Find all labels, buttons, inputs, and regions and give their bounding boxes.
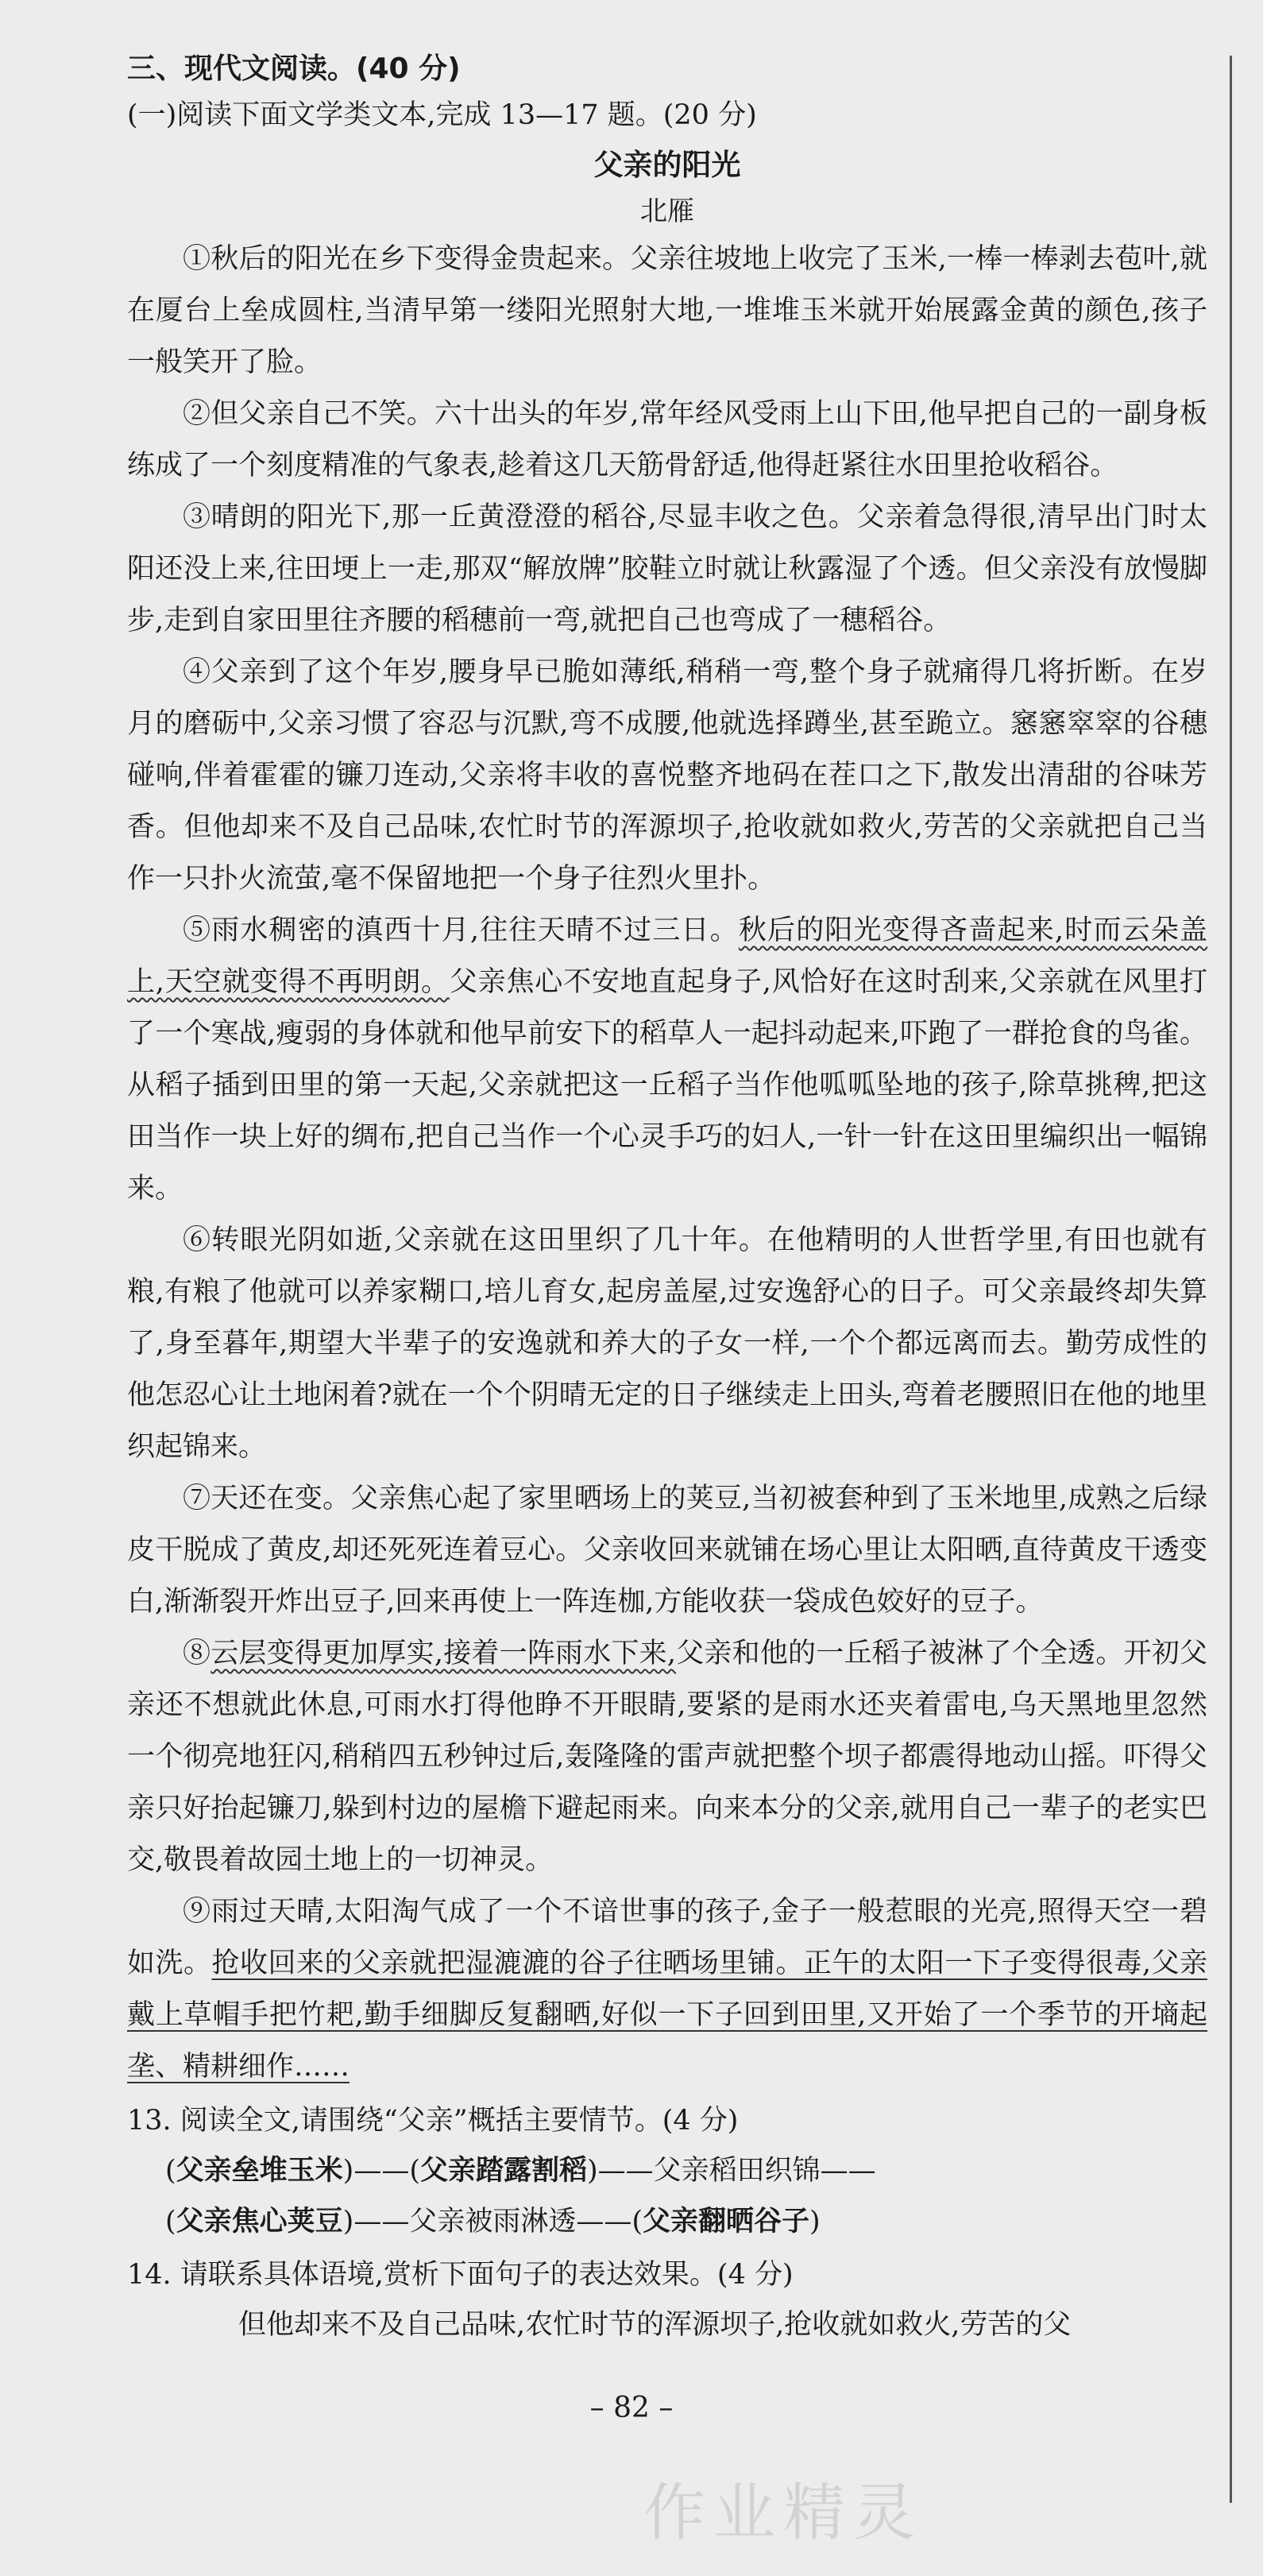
paragraph-text: ①秋后的阳光在乡下变得金贵起来。父亲往坡地上收完了玉米,一棒一棒剥去苞叶,就在厦台上垒成圆柱,当清早第一缕阳光照射大地,一堆堆玉米就开始展露金黄的颜色,孩子一般笑开了脸。 <box>127 243 1207 378</box>
article-body <box>127 234 1207 2093</box>
handwritten-answer: 父亲翻晒谷子 <box>642 2206 809 2238</box>
paragraph-8 <box>127 1628 1207 1886</box>
paragraph-6 <box>127 1215 1207 1473</box>
paragraph-text: 父亲和他的一丘稻子被淋了个全透。开初父亲还不想就此休息,可雨水打得他睁不开眼睛,要紧的是雨水还夹着雷电,乌天黑地里忽然一个彻亮地狂闪,稍稍四五秒钟过后,轰隆隆的雷声就把整个坝子都震得地动山摇。吓得父亲只好抬起镰刀,躲到村边的屋檐下避起雨来。向来本分的父亲,就用自己一辈子的老实巴交,敬畏着故园土地上的一切神灵。 <box>127 1638 1207 1876</box>
paragraph-7 <box>127 1473 1207 1628</box>
content-area <box>127 46 1207 2350</box>
handwritten-answer: 父亲焦心荚豆 <box>176 2206 343 2238</box>
paragraph-text: ⑤雨水稠密的滇西十月,往往天晴不过三日。 <box>183 915 739 946</box>
page-fold-line <box>1230 56 1232 2503</box>
paragraph-text: ⑦天还在变。父亲焦心起了家里晒场上的荚豆,当初被套种到了玉米地里,成熟之后绿皮干脱成了黄皮,却还死死连着豆心。父亲收回来就铺在场心里让太阳晒,直待黄皮干透变白,渐渐裂开炸出豆子,回来再使上一阵连枷,方能收获一袋成色姣好的豆子。 <box>127 1483 1207 1618</box>
paragraph-3 <box>127 492 1207 647</box>
watermark: 作业精灵 <box>643 2477 924 2549</box>
question-14: 14. 请联系具体语境,赏析下面句子的表达效果。(4 分) <box>127 2259 794 2291</box>
answer-template-text: )——( <box>342 2155 420 2187</box>
answer-13-line-1 <box>127 2145 1207 2196</box>
paragraph-9 <box>127 1886 1207 2093</box>
answer-template-text: ) <box>809 2206 821 2238</box>
paragraph-2 <box>127 389 1207 492</box>
paragraph-text: ②但父亲自己不笑。六十出头的年岁,常年经风受雨上山下田,他早把自己的一副身板练成了一个刻度精准的气象表,趁着这几天筋骨舒适,他得赶紧往水田里抢收稻谷。 <box>127 398 1207 482</box>
handwritten-answer: 父亲垒堆玉米 <box>176 2155 343 2187</box>
paragraph-text: ⑧ <box>183 1638 211 1669</box>
underlined-sentence: 秋后的阳光变得吝啬起来,时而云朵盖上,天空就变得不再明朗。 <box>127 915 1207 998</box>
article-author: 北雁 <box>640 195 694 227</box>
answer-template-text: )——父亲稻田织锦—— <box>587 2155 876 2187</box>
page-number: – 82 – <box>589 2392 674 2424</box>
answer-template-text: ( <box>165 2155 176 2187</box>
paragraph-text: ③晴朗的阳光下,那一丘黄澄澄的稻谷,尽显丰收之色。父亲着急得很,清早出门时太阳还没上来,往田埂上一走,那双“解放牌”胶鞋立时就让秋露湿了个透。但父亲没有放慢脚步,走到自家田里往齐腰的稻穗前一弯,就把自己也弯成了一穗稻谷。 <box>127 501 1207 636</box>
paragraph-4 <box>127 647 1207 905</box>
answer-13-line-2 <box>127 2196 1207 2247</box>
paragraph-5 <box>127 905 1207 1215</box>
paragraph-1 <box>127 234 1207 389</box>
article-title: 父亲的阳光 <box>593 148 741 182</box>
section-heading: 三、现代文阅读。(40 分) <box>127 52 461 85</box>
paragraph-text: ⑥转眼光阴如逝,父亲就在这田里织了几十年。在他精明的人世哲学里,有田也就有粮,有粮了他就可以养家糊口,培儿育女,起房盖屋,过安逸舒心的日子。可父亲最终却失算了,身至暮年,期望大半辈子的安逸就和养大的子女一样,一个个都远离而去。勤劳成性的他怎忍心让土地闲着?就在一个个阴晴无定的日子继续走上田头,弯着老腰照旧在他的地里织起锦来。 <box>127 1224 1207 1463</box>
underlined-sentence: 云层变得更加厚实,接着一阵雨水下来, <box>210 1638 677 1669</box>
question-14-quote: 但他却来不及自己品味,农忙时节的浑源坝子,抢收就如救火,劳苦的父 <box>238 2309 1072 2341</box>
answer-template-text: )——父亲被雨淋透——( <box>342 2206 643 2238</box>
paragraph-text: ④父亲到了这个年岁,腰身早已脆如薄纸,稍稍一弯,整个身子就痛得几将折断。在岁月的磨砺中,父亲习惯了容忍与沉默,弯不成腰,他就选择蹲坐,甚至跪立。窸窸窣窣的谷穗碰响,伴着霍霍的镰刀连动,父亲将丰收的喜悦整齐地码在茬口之下,散发出清甜的谷味芳香。但他却来不及自己品味,农忙时节的浑源坝子,抢收就如救火,劳苦的父亲就把自己当作一只扑火流萤,毫不保留地把一个身子往烈火里扑。 <box>127 656 1207 895</box>
underlined-sentence: 抢收回来的父亲就把湿漉漉的谷子往晒场里铺。正午的太阳一下子变得很毒,父亲戴上草帽手把竹耙,勤手细脚反复翻晒,好似一下子回到田里,又开始了一个季节的开墒起垄、精耕细作…… <box>127 1947 1207 2083</box>
paragraph-text: 父亲焦心不安地直起身子,风恰好在这时刮来,父亲就在风里打了一个寒战,瘦弱的身体就和他早前安下的稻草人一起抖动起来,吓跑了一群抢食的鸟雀。从稻子插到田里的第一天起,父亲就把这一丘稻子当作他呱呱坠地的孩子,除草挑稗,把这田当作一块上好的绸布,把自己当作一个心灵手巧的妇人,一针一针在这田里编织出一幅锦来。 <box>127 966 1207 1205</box>
section-subheading: (一)阅读下面文学类文本,完成 13—17 题。(20 分) <box>127 99 757 131</box>
question-13: 13. 阅读全文,请围绕“父亲”概括主要情节。(4 分) <box>127 2105 739 2137</box>
paragraph-text: ⑨雨过天晴,太阳淘气成了一个不谙世事的孩子,金子一般惹眼的光亮,照得天空一碧如洗。 <box>127 1896 1207 1979</box>
handwritten-answer: 父亲踏露割稻 <box>419 2155 587 2187</box>
answer-template-text: ( <box>165 2206 176 2238</box>
